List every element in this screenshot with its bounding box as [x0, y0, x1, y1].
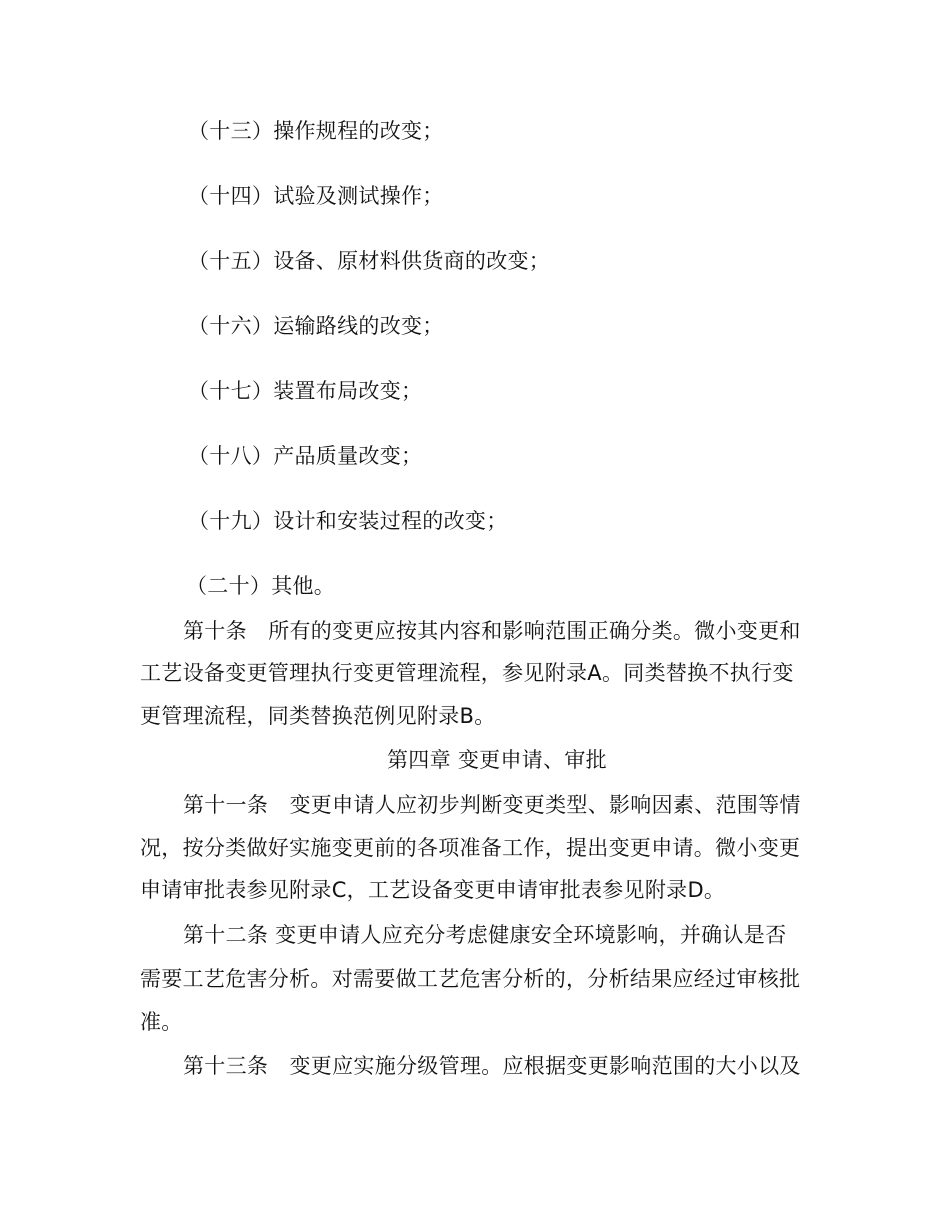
- list-item: （二十）其他。: [186, 574, 336, 598]
- list-item: （十八）产品质量改变；: [188, 444, 423, 468]
- list-item: （十三）操作规程的改变；: [188, 119, 444, 143]
- article-10-line: 工艺设备变更管理执行变更管理流程，参见附录A。同类替换不执行变: [140, 661, 794, 685]
- article-12-line: 第十二条 变更申请人应充分考虑健康安全环境影响，并确认是否: [183, 923, 787, 947]
- article-11-line: 况，按分类做好实施变更前的各项准备工作，提出变更申请。微小变更: [140, 836, 801, 860]
- article-12-line: 准。: [140, 1010, 183, 1034]
- article-13-line: 第十三条 变更应实施分级管理。应根据变更影响范围的大小以及: [183, 1054, 801, 1078]
- article-10-line: 第十条 所有的变更应按其内容和影响范围正确分类。微小变更和: [183, 619, 801, 643]
- list-item: （十六）运输路线的改变；: [188, 314, 444, 338]
- article-11-line: 申请审批表参见附录C，工艺设备变更申请审批表参见附录D。: [140, 878, 726, 902]
- chapter-heading: 第四章 变更申请、审批: [387, 748, 607, 772]
- list-item: （十九）设计和安装过程的改变；: [188, 509, 508, 533]
- list-item: （十七）装置布局改变；: [188, 379, 423, 403]
- article-10-line: 更管理流程，同类替换范例见附录B。: [140, 704, 496, 728]
- list-item: （十五）设备、原材料供货商的改变；: [188, 249, 551, 273]
- article-12-line: 需要工艺危害分析。对需要做工艺危害分析的，分析结果应经过审核批: [140, 967, 801, 991]
- article-11-line: 第十一条 变更申请人应初步判断变更类型、影响因素、范围等情: [183, 793, 801, 817]
- list-item: （十四）试验及测试操作；: [188, 184, 444, 208]
